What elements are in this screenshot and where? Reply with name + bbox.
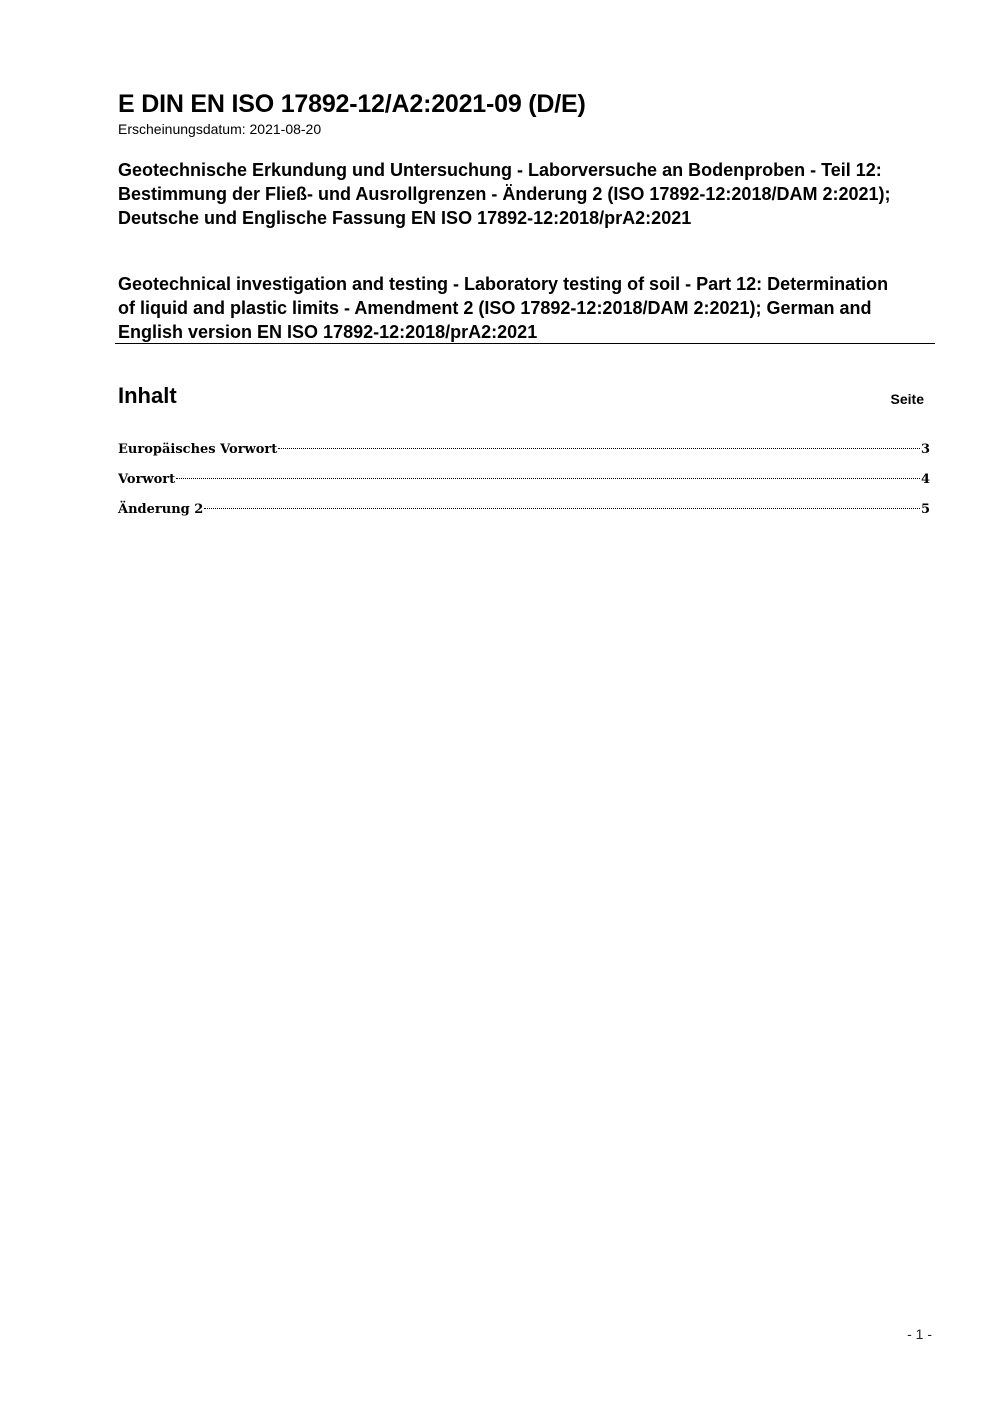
document-id: E DIN EN ISO 17892-12/A2:2021-09 (D/E) <box>118 90 586 118</box>
toc-entry-page: 5 <box>920 502 930 517</box>
title-english: Geotechnical investigation and testing - Laboratory testing of soil - Part 12: Determination of liquid and plastic limits - Amendment 2 (ISO 17892-12:2018/DAM 2:2021); German and English version EN ISO 17892-12:2018/prA2:2021 <box>118 274 889 342</box>
toc-page-column-label: Seite <box>890 391 924 407</box>
toc-entry-europaeisches-vorwort[interactable] <box>118 440 930 470</box>
toc-entry-page: 4 <box>920 472 930 487</box>
toc-entry-page: 3 <box>920 442 930 457</box>
toc-entry-vorwort[interactable] <box>118 470 930 500</box>
toc-entry-label: Europäisches Vorwort <box>118 442 278 457</box>
release-date: Erscheinungsdatum: 2021-08-20 <box>118 121 322 137</box>
toc-entry-aenderung-2[interactable] <box>118 500 930 530</box>
header-divider <box>115 343 935 344</box>
toc-dot-leader <box>176 478 920 479</box>
toc-dot-leader <box>278 448 920 449</box>
table-of-contents <box>118 440 930 530</box>
page-number: - 1 - <box>907 1326 932 1342</box>
toc-dot-leader <box>204 508 920 509</box>
document-header <box>118 88 934 138</box>
title-german: Geotechnische Erkundung und Untersuchung - Laborversuche an Bodenproben - Teil 12: Bestimmung der Fließ- und Ausrollgrenzen - Änderung 2 (ISO 17892-12:2018/DAM 2:2021); Deutsche und Englische Fassung EN ISO 17892-12:2018/prA2:2021 <box>118 160 891 228</box>
toc-entry-label: Vorwort <box>118 472 176 487</box>
toc-entry-label: Änderung 2 <box>118 502 204 517</box>
toc-heading: Inhalt <box>118 383 177 408</box>
